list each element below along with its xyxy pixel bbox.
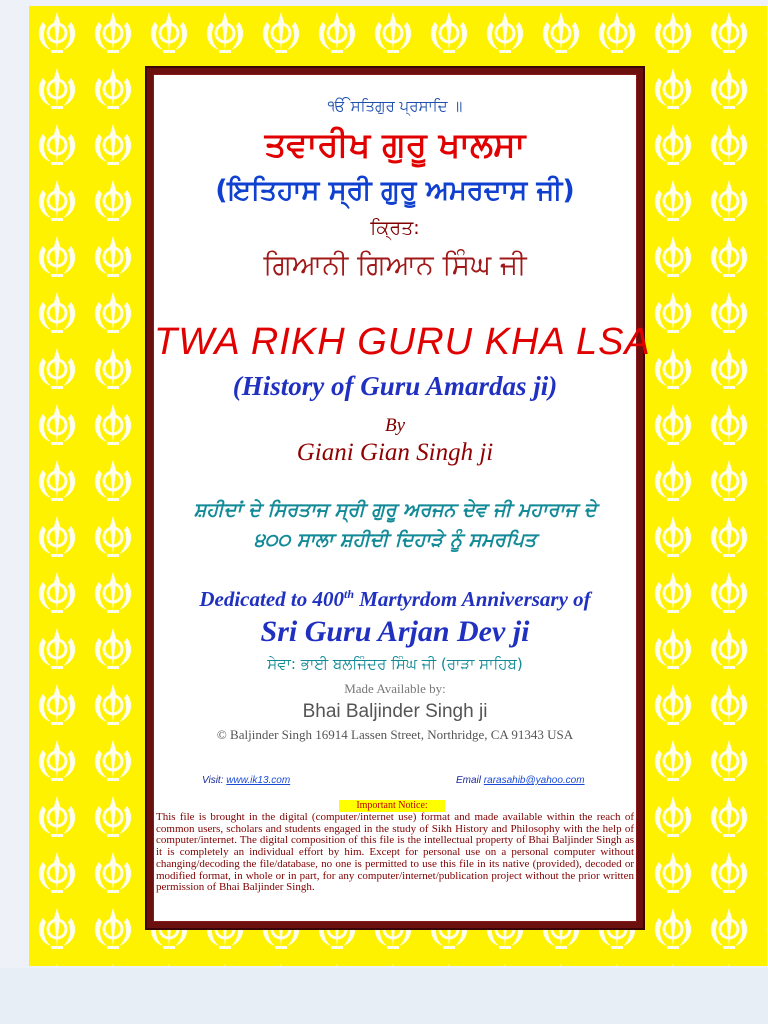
punjabi-dedication-line2: ੪੦੦ ਸਾਲਾ ਸ਼ਹੀਦੀ ਦਿਹਾੜੇ ਨੂੰ ਸਮਰਪਿਤ [253,529,537,551]
visit-label: Visit: [202,775,227,786]
copyright-line: © Baljinder Singh 16914 Lassen Street, Northridge, CA 91343 USA [216,727,574,742]
dedication-pre: Dedicated to 400 [199,587,344,611]
dedication-sup: th [343,587,354,601]
notice-body: This file is brought in the digital (computer/internet use) format and made available within the reach of common users, scholars and students engaged in the study of Sikh History and Philosophy with the help of computer/internet. The digital composition of this file is the intellectual property of Bhai Baljinder Singh as it is completely an individual effort by him. Except for personal use on a personal computer without changing/decoding the file/database, no one is permitted to use this file in its native (provided), decoded or modified format, in whole or in part, for any computer/internet/publication project without the prior written permission of Bhai Baljinder Singh. [156,811,634,894]
punjabi-author: ਗਿਆਨੀ ਗਿਆਨ ਸਿੰਘ ਜੀ [263,248,527,281]
dedication-post: Martyrdom Anniversary of [354,587,591,611]
punjabi-subtitle: (ਇਤਿਹਾਸ ਸ੍ਰੀ ਗੁਰੂ ਅਮਰਦਾਸ ਜੀ) [215,175,575,206]
invocation-text: ੴ ਸਤਿਗੁਰ ਪ੍ਰਸਾਦਿ ॥ [327,97,463,115]
punjabi-dedication-line1: ਸ਼ਹੀਦਾਂ ਦੇ ਸਿਰਤਾਜ ਸ੍ਰੀ ਗੁਰੂ ਅਰਜਨ ਦੇਵ ਜੀ ਮਹਾਰਾਜ ਦੇ [193,499,597,521]
email-link[interactable]: rarasahib@yahoo.com [483,775,585,786]
notice-heading: Important Notice: [339,800,445,812]
english-dedication [154,587,636,612]
punjabi-seva: ਸੇਵਾ: ਭਾਈ ਬਲਜਿੰਦਰ ਸਿੰਘ ਜੀ (ਰਾੜਾ ਸਾਹਿਬ) [267,655,523,673]
title-panel [153,74,651,922]
punjabi-by-label: ਕ੍ਰਿਤ: [370,217,420,239]
visit-line [202,775,290,786]
made-available-name: Bhai Baljinder Singh ji [302,701,488,722]
english-title: TWA RIKH GURU KHA LSA [154,321,651,363]
english-author: Giani Gian Singh ji [296,439,494,466]
email-line [456,775,585,786]
document-page [29,6,767,966]
english-by-label: By [384,415,406,436]
title-frame [145,66,651,930]
email-label: Email [456,775,484,786]
made-available-label: Made Available by: [344,681,446,696]
english-guru-name: Sri Guru Arjan Dev ji [260,615,530,648]
website-link[interactable]: www.ik13.com [226,775,291,786]
punjabi-title: ਤਵਾਰੀਖ ਗੁਰੂ ਖਾਲਸਾ [264,125,526,165]
english-subtitle: (History of Guru Amardas ji) [232,371,558,401]
